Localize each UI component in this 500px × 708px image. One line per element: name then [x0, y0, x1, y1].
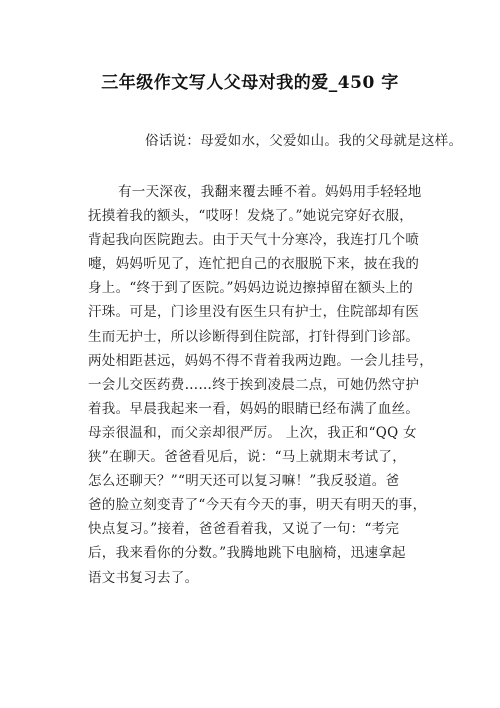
text-line: 生而无护士，所以诊断得到住院部，打针得到门诊部。: [88, 328, 420, 345]
text-line: 怎么还聊天？”“明天还可以复习嘛！”我反驳道。爸: [88, 473, 400, 490]
text-line: 汗珠。可是，门诊里没有医生只有护士，住院部却有医: [88, 304, 420, 321]
text-line: 着我。早晨我起来一看，妈妈的眼睛已经布满了血丝。: [88, 400, 420, 417]
text-line: 抚摸着我的额头，“哎呀！发烧了。”她说完穿好衣服，: [88, 208, 414, 225]
text-line: 有一天深夜，我翻来覆去睡不着。妈妈用手轻轻地: [118, 184, 422, 200]
text-line: 两处相距甚远，妈妈不得不背着我两边跑。一会儿挂号，: [88, 352, 433, 369]
document-title: 三年级作文写人父母对我的爱_450 字: [101, 73, 399, 93]
text-line: 爸的脸立刻变青了“今天有今天的事，明天有明天的事，: [88, 497, 427, 514]
text-line: 嚏，妈妈听见了，连忙把自己的衣服脱下来，披在我的: [88, 256, 420, 273]
text-line: 一会儿交医药费……终于挨到凌晨二点，可她仍然守护: [88, 376, 420, 393]
text-line: 背起我向医院跑去。由于天气十分寒冷，我连打几个喷: [88, 232, 420, 249]
text-line: 语文书复习去了。: [88, 569, 199, 586]
text-line: 狭”在聊天。爸爸看见后，说：“马上就期末考试了，: [88, 449, 407, 466]
text-line: 身上。“终于到了医院。”妈妈边说边擦掉留在额头上的: [88, 280, 414, 297]
text-line: 快点复习。”接着，爸爸看着我，又说了一句：“考完: [88, 521, 400, 538]
text-line: 后，我来看你的分数。”我腾地跳下电脑椅，迅速拿起: [88, 545, 406, 562]
text-line: 母亲很温和，而父亲却很严厉。 上次，我正和“QQ 女: [88, 424, 417, 441]
body-paragraph: [88, 180, 433, 590]
intro-paragraph: 俗话说：母爱如水，父爱如山。我的父母就是这样。: [145, 133, 463, 149]
